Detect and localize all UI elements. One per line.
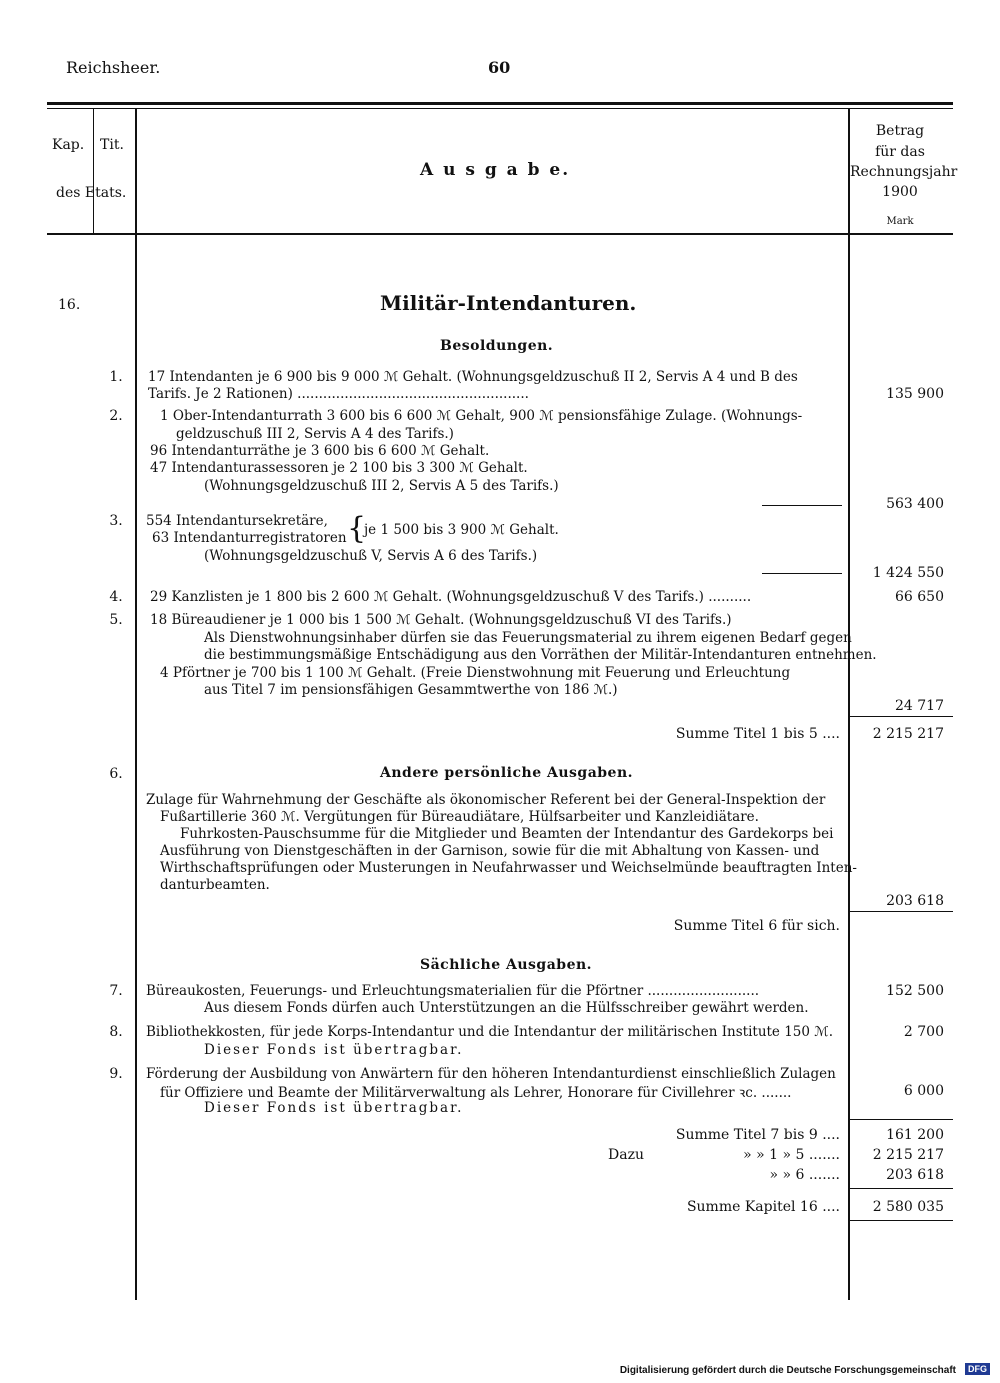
sum-amount: 2 215 217: [872, 1147, 944, 1163]
sum-rule: [850, 1220, 953, 1221]
title-number: 1.: [109, 369, 123, 385]
entry-line: geldzuschuß III 2, Servis A 4 des Tarifs.): [176, 426, 454, 442]
title-number: 3.: [109, 513, 123, 529]
entry-line: danturbeamten.: [160, 877, 270, 893]
entry-line: Wirthschaftsprüfungen oder Musterungen in Neufahrwasser und Weichselmünde beauftragten Inten-: [160, 860, 857, 876]
dazu-label: Dazu: [608, 1147, 644, 1163]
entry-line: Dieser Fonds ist übertragbar.: [204, 1042, 464, 1058]
col-header-des-etats: des Etats.: [56, 185, 127, 201]
kap-tit-divider: [93, 108, 94, 234]
amount: 135 900: [886, 386, 944, 402]
sum-label: Summe Kapitel 16 ....: [686, 1199, 840, 1215]
entry-line: Fußartillerie 360 ℳ. Vergütungen für Büreaudiätare, Hülfsarbeiter und Kanzleidiätare.: [160, 809, 759, 825]
title-number: 8.: [109, 1024, 123, 1040]
sum-amount: 2 215 217: [872, 726, 944, 742]
entry-line: 554 Intendantursekretäre,: [146, 513, 328, 529]
column-rule-left: [135, 108, 137, 1300]
entry-line: je 1 500 bis 3 900 ℳ Gehalt.: [364, 522, 559, 538]
entry-line: 63 Intendanturregistratoren: [152, 530, 347, 546]
sum-amount: 203 618: [886, 1167, 944, 1183]
entry-line: 47 Intendanturassessoren je 2 100 bis 3 300 ℳ Gehalt.: [150, 460, 528, 476]
header-bottom-rule: [47, 233, 953, 235]
col-header-betrag-2: für das: [875, 144, 925, 160]
col-header-ausgabe: A u s g a b e.: [420, 160, 571, 180]
entry-line: Fuhrkosten-Pauschsumme für die Mitglieder und Beamten der Intendantur des Gardekorps bei: [180, 826, 834, 842]
amount: 2 700: [903, 1024, 944, 1040]
entry-line: Tarifs. Je 2 Rationen) ......................................................: [148, 386, 529, 402]
amount: 24 717: [895, 698, 944, 714]
subtotal-rule: [762, 505, 842, 506]
sum-rule: [850, 1119, 953, 1120]
page-number: 60: [488, 58, 511, 77]
dfg-logo: DFG: [965, 1363, 990, 1375]
column-rule-right: [848, 108, 850, 1300]
entry-line: Dieser Fonds ist übertragbar.: [204, 1100, 464, 1116]
amount: 203 618: [886, 893, 944, 909]
section-andere: Andere persönliche Ausgaben.: [380, 765, 634, 781]
kapitel-number: 16.: [58, 297, 81, 313]
entry-line: Zulage für Wahrnehmung der Geschäfte als ökonomischer Referent bei der General-Inspektion der: [146, 792, 826, 808]
sum-amount: 161 200: [886, 1127, 944, 1143]
subtotal-rule: [762, 573, 842, 574]
title-number: 2.: [109, 408, 123, 424]
title-number: 9.: [109, 1066, 123, 1082]
entry-line: Förderung der Ausbildung von Anwärtern für den höheren Intendanturdienst einschließlich Zulagen: [146, 1066, 836, 1082]
entry-line: 18 Büreaudiener je 1 000 bis 1 500 ℳ Gehalt. (Wohnungsgeldzuschuß VI des Tarifs.): [150, 612, 732, 628]
entry-line: Büreaukosten, Feuerungs- und Erleuchtungsmaterialien für die Pförtner ..........................: [146, 983, 760, 999]
entry-line: Bibliothekkosten, für jede Korps-Intendantur und die Intendantur der militärischen Institute 150 ℳ.: [146, 1024, 834, 1040]
title-number: 4.: [109, 589, 123, 605]
amount: 6 000: [903, 1083, 944, 1099]
col-header-betrag-3: Rechnungsjahr: [850, 164, 958, 180]
title-number: 6.: [109, 766, 123, 782]
brace-glyph: {: [347, 511, 367, 546]
section-besoldungen: Besoldungen.: [440, 338, 554, 354]
col-header-mark: Mark: [886, 216, 914, 227]
entry-line: (Wohnungsgeldzuschuß V, Servis A 6 des Tarifs.): [204, 548, 538, 564]
sum-rule: [850, 911, 953, 912]
kapitel-title: Militär-Intendanturen.: [380, 291, 637, 315]
entry-line: aus Titel 7 im pensionsfähigen Gesammtwerthe von 186 ℳ.): [204, 682, 618, 698]
col-header-tit: Tit.: [100, 137, 124, 153]
sum-amount: 2 580 035: [872, 1199, 944, 1215]
section-saechliche: Sächliche Ausgaben.: [420, 957, 593, 973]
sum-rule: [850, 716, 953, 717]
sum-label: Summe Titel 7 bis 9 ....: [675, 1127, 840, 1143]
title-number: 7.: [109, 983, 123, 999]
entry-line: 17 Intendanten je 6 900 bis 9 000 ℳ Gehalt. (Wohnungsgeldzuschuß II 2, Servis A 4 und B des: [148, 369, 798, 385]
entry-line: für Offiziere und Beamte der Militärverwaltung als Lehrer, Honorare für Civillehrer ꝛc. .......: [160, 1085, 792, 1101]
entry-line: Als Dienstwohnungsinhaber dürfen sie das Feuerungsmaterial zu ihrem eigenen Bedarf gegen: [204, 630, 852, 646]
entry-line: (Wohnungsgeldzuschuß III 2, Servis A 5 des Tarifs.): [204, 478, 559, 494]
footer-credit: Digitalisierung gefördert durch die Deutsche Forschungsgemeinschaft: [619, 1365, 956, 1376]
entry-line: 96 Intendanturräthe je 3 600 bis 6 600 ℳ Gehalt.: [150, 443, 490, 459]
top-rule-thin: [47, 108, 953, 109]
amount: 66 650: [895, 589, 944, 605]
col-header-kap: Kap.: [52, 137, 85, 153]
amount: 563 400: [886, 496, 944, 512]
running-header: Reichsheer.: [66, 58, 161, 77]
top-double-rule: [47, 102, 953, 105]
col-header-betrag-1: Betrag: [875, 123, 925, 139]
col-header-betrag-4: 1900: [882, 184, 918, 200]
entry-line: Aus diesem Fonds dürfen auch Unterstützungen an die Hülfsschreiber gewährt werden.: [204, 1000, 809, 1016]
title-number: 5.: [109, 612, 123, 628]
entry-line: 4 Pförtner je 700 bis 1 100 ℳ Gehalt. (Freie Dienstwohnung mit Feuerung und Erleuchtung: [160, 665, 791, 681]
entry-line: die bestimmungsmäßige Entschädigung aus den Vorräthen der Militär-Intendanturen entnehmen.: [204, 647, 877, 663]
sum-label: Summe Titel 1 bis 5 ....: [675, 726, 840, 742]
entry-line: 1 Ober-Intendanturrath 3 600 bis 6 600 ℳ Gehalt, 900 ℳ pensionsfähige Zulage. (Wohnungs-: [160, 408, 803, 424]
amount: 1 424 550: [872, 565, 944, 581]
sum-label: Summe Titel 6 für sich.: [673, 918, 840, 934]
sum-label: » » 1 » 5 .......: [743, 1147, 840, 1163]
sum-label: » » 6 .......: [769, 1167, 840, 1183]
entry-line: 29 Kanzlisten je 1 800 bis 2 600 ℳ Gehalt. (Wohnungsgeldzuschuß V des Tarifs.) ..........: [150, 589, 752, 605]
entry-line: Ausführung von Dienstgeschäften in der Garnison, sowie für die mit Abhaltung von Kassen- und: [160, 843, 820, 859]
amount: 152 500: [886, 983, 944, 999]
sum-rule: [850, 1188, 953, 1189]
